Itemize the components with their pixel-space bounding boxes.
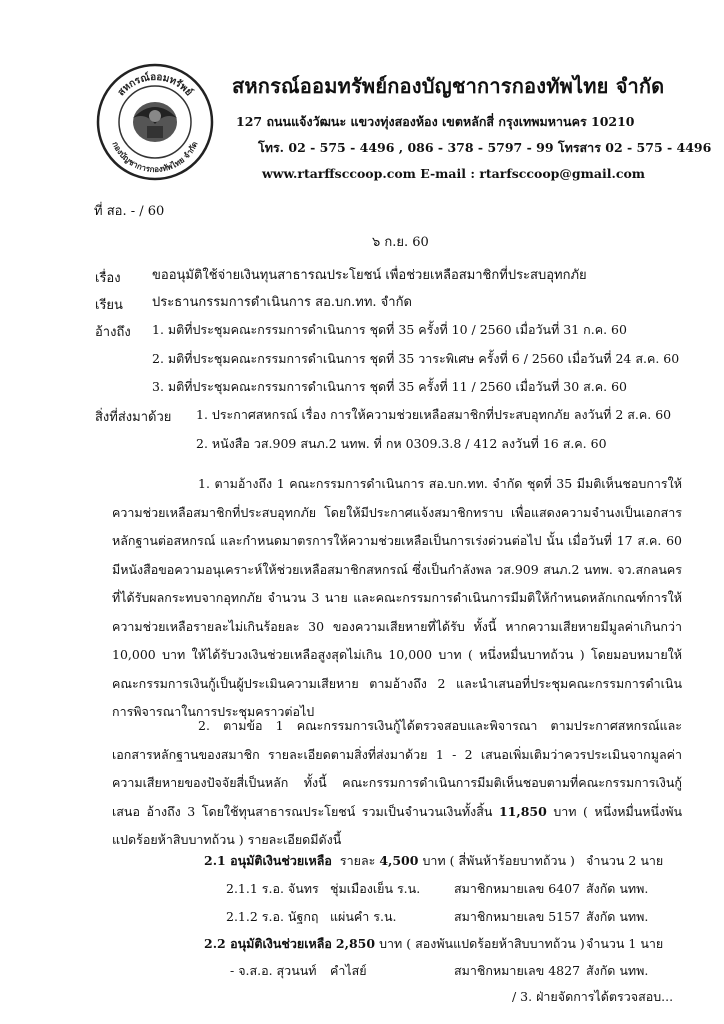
member-rank-name: 2.1.2 ร.อ. นัฐกฤ xyxy=(226,909,319,924)
document-date: ๖ ก.ย. 60 xyxy=(372,235,429,250)
enclosures-label: สิ่งที่ส่งมาด้วย xyxy=(95,410,172,425)
reference-number: ที่ สอ. - / 60 xyxy=(94,204,165,219)
item-2-1: 2.1 อนุมัติเงินช่วยเหลือ รายละ 4,500 บาท ( สี่พันห้าร้อยบาทถ้วน ) xyxy=(204,853,575,868)
org-address: 127 ถนนแจ้งวัฒนะ แขวงทุ่งสองห้อง เขตหลักสี่ กรุงเทพมหานคร 10210 xyxy=(236,114,635,129)
total-amount: 11,850 xyxy=(498,803,547,819)
seal-text-bottom: กองบัญชาการกองทัพไทย จำกัด xyxy=(110,140,200,175)
svg-text:สหกรณ์ออมทรัพย์ xyxy=(116,71,195,98)
org-web-email: www.rtarffsccoop.com E-mail : rtarfsccoop@gmail.com xyxy=(262,166,646,181)
continuation-note: / 3. ฝ่ายจัดการได้ตรวจสอบ... xyxy=(512,989,674,1004)
item-2-2-count: จำนวน 1 นาย xyxy=(586,936,664,951)
paragraph-1: 1. ตามอ้างถึง 1 คณะกรรมการดำเนินการ สอ.บก.ทท. จำกัด ชุดที่ 35 มีมติเห็นชอบการให้ความช่วยเหลือสมาชิกที่ประสบอุทกภัย โดยให้มีประกาศแจ้งสมาชิกทราบ เพื่อแสดงความจำนงเป็นเอกสารหลักฐานต่อสหกรณ์ และกำหนดมาตรการให้ความช่วยเหลือเป็นการเร่งด่วนต่อไป นั้น เมื่อวันที่ 17 ส.ค. 60 มีหนังสือขอความอนุเคราะห์ให้ช่วยเหลือสมาชิกสหกรณ์ ซึ่งเป็นกำลังพล วส.909 สนภ.2 นทพ. จว.สกลนคร ที่ได้รับผลกระทบจากอุทกภัย จำนวน 3 นาย และคณะกรรมการดำเนินการมีมติให้กำหนดหลักเกณฑ์การให้ความช่วยเหลือรายละไม่เกินร้อยละ 30 ของความเสียหายที่ได้รับ ทั้งนี้ หากความเสียหายมีมูลค่าเกินกว่า 10,000 บาท ให้ได้รับวงเงินช่วยเหลือสูงสุดไม่เกิน 10,000 บาท ( หนึ่งหมื่นบาทถ้วน ) โดยมอบหมายให้คณะกรรมการเงินกู้เป็นผู้ประเมินความเสียหาย ตามอ้างถึง 2 และนำเสนอที่ประชุมคณะกรรมการดำเนินการพิจารณาในการประชุมคราวต่อไป xyxy=(112,476,682,719)
enclosure-item: 2. หนังสือ วส.909 สนภ.2 นทพ. ที่ กห 0309.3.8 / 412 ลงวันที่ 16 ส.ค. 60 xyxy=(196,436,607,451)
member-rank-name: - จ.ส.อ. สุวนนท์ xyxy=(230,963,317,978)
member-unit: สังกัด นทพ. xyxy=(586,963,649,978)
member-unit: สังกัด นทพ. xyxy=(586,909,649,924)
subject-text: ขออนุมัติใช้จ่ายเงินทุนสาธารณประโยชน์ เพื่อช่วยเหลือสมาชิกที่ประสบอุทกภัย xyxy=(152,268,587,283)
to-text: ประธานกรรมการดำเนินการ สอ.บก.ทท. จำกัด xyxy=(152,295,412,310)
item-2-1-count: จำนวน 2 นาย xyxy=(586,853,664,868)
member-number: สมาชิกหมายเลข 4827 xyxy=(454,963,581,978)
member-number: สมาชิกหมายเลข 6407 xyxy=(454,881,581,896)
item-2-2: 2.2 อนุมัติเงินช่วยเหลือ 2,850 บาท ( สองพันแปดร้อยห้าสิบบาทถ้วน ) xyxy=(204,936,585,951)
member-surname: ชุ่มเมืองเย็น ร.น. xyxy=(330,881,421,896)
enclosure-item: 1. ประกาศสหกรณ์ เรื่อง การให้ความช่วยเหลือสมาชิกที่ประสบอุทกภัย ลงวันที่ 2 ส.ค. 60 xyxy=(196,407,672,422)
paragraph-2: 2. ตามข้อ 1 คณะกรรมการเงินกู้ได้ตรวจสอบและพิจารณา ตามประกาศสหกรณ์และเอกสารหลักฐานของสมาชิก รายละเอียดตามสิ่งที่ส่งมาด้วย 1 - 2 เสนอเพิ่มเติมว่าควรประเมินจากมูลค่าความเสียหายของปัจจัยสี่เป็นหลัก ทั้งนี้ คณะกรรมการดำเนินการมีมติเห็นชอบตามที่คณะกรรมการเงินกู้เสนอ อ้างถึง 3 โดยใช้ทุนสาธารณประโยชน์ รวมเป็นจำนวนเงินทั้งสิ้น 11,850 บาท ( หนึ่งหมื่นหนึ่งพันแปดร้อยห้าสิบบาทถ้วน ) รายละเอียดมีดังนี้ xyxy=(112,718,682,847)
org-phone: โทร. 02 - 575 - 4496 , 086 - 378 - 5797 - 99 โทรสาร 02 - 575 - 4496 xyxy=(258,140,712,155)
member-surname: แผ่นคำ ร.น. xyxy=(330,909,397,924)
org-name: สหกรณ์ออมทรัพย์กองบัญชาการกองทัพไทย จำกัด xyxy=(232,74,665,98)
cooperative-seal-logo xyxy=(95,62,215,182)
reference-item: 1. มติที่ประชุมคณะกรรมการดำเนินการ ชุดที่ 35 ครั้งที่ 10 / 2560 เมื่อวันที่ 31 ก.ค. 60 xyxy=(152,322,627,337)
subject-label: เรื่อง xyxy=(95,271,121,286)
member-unit: สังกัด นทพ. xyxy=(586,881,649,896)
reference-item: 3. มติที่ประชุมคณะกรรมการดำเนินการ ชุดที่ 35 ครั้งที่ 11 / 2560 เมื่อวันที่ 30 ส.ค. 60 xyxy=(152,379,627,394)
member-rank-name: 2.1.1 ร.อ. จันทร xyxy=(226,881,319,896)
member-surname: คำไสย์ xyxy=(330,963,367,978)
references-label: อ้างถึง xyxy=(95,325,131,340)
to-label: เรียน xyxy=(95,298,123,313)
member-number: สมาชิกหมายเลข 5157 xyxy=(454,909,581,924)
seal-text-top: สหกรณ์ออมทรัพย์ xyxy=(115,71,195,99)
reference-item: 2. มติที่ประชุมคณะกรรมการดำเนินการ ชุดที่ 35 วาระพิเศษ ครั้งที่ 6 / 2560 เมื่อวันที่ 24 ส.ค. 60 xyxy=(152,351,680,366)
